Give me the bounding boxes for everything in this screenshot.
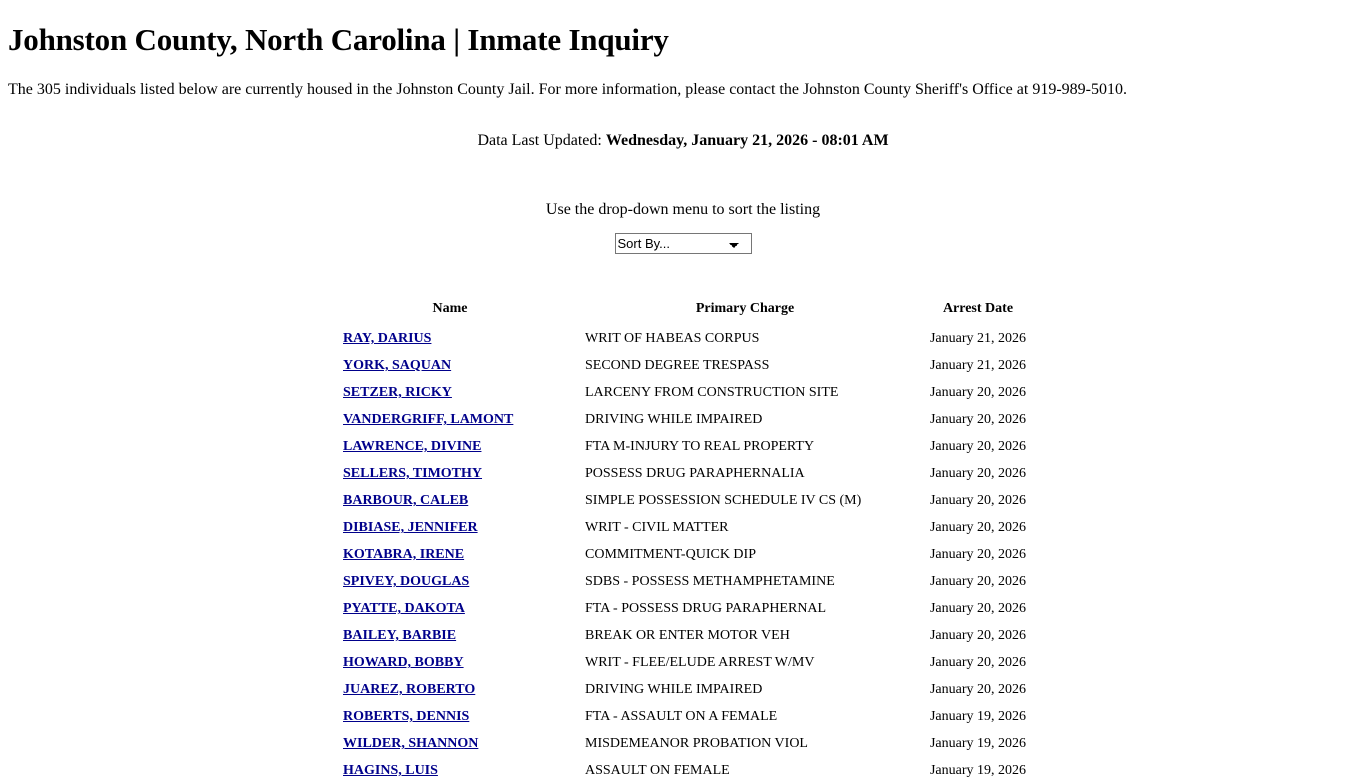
cell-arrest-date: January 21, 2026	[929, 331, 1027, 346]
inmate-name-link[interactable]: LAWRENCE, DIVINE	[343, 439, 482, 454]
inmate-name-link[interactable]: DIBIASE, JENNIFER	[343, 520, 478, 535]
cell-primary-charge: POSSESS DRUG PARAPHERNALIA	[585, 466, 805, 481]
data-last-updated	[0, 131, 1366, 150]
inmate-name-link[interactable]: HAGINS, LUIS	[343, 763, 438, 778]
inmate-name-link[interactable]: WILDER, SHANNON	[343, 736, 479, 751]
column-header-arrest-date: Arrest Date	[942, 301, 1014, 316]
cell-arrest-date: January 20, 2026	[929, 628, 1027, 643]
cell-inmate-name	[330, 622, 570, 649]
cell-primary-charge: COMMITMENT-QUICK DIP	[585, 547, 756, 562]
intro-paragraph: The 305 individuals listed below are currently housed in the Johnston County Jail. For more information, please contact the Johnston County Sheriff's Office at 919-989-5010.	[8, 81, 1127, 98]
cell-arrest-date: January 20, 2026	[929, 439, 1027, 454]
inmate-name-link[interactable]: RAY, DARIUS	[343, 331, 432, 346]
cell-arrest-date: January 21, 2026	[929, 358, 1027, 373]
table-row	[330, 325, 1036, 352]
cell-arrest-date: January 20, 2026	[929, 547, 1027, 562]
sort-instruction: Use the drop-down menu to sort the listing	[545, 201, 821, 218]
table-row	[330, 595, 1036, 622]
table-row	[330, 406, 1036, 433]
cell-inmate-name	[330, 541, 570, 568]
cell-arrest-date: January 19, 2026	[929, 709, 1027, 724]
cell-inmate-name	[330, 676, 570, 703]
cell-arrest-date: January 19, 2026	[929, 763, 1027, 778]
table-row	[330, 568, 1036, 595]
inmate-name-link[interactable]: VANDERGRIFF, LAMONT	[343, 412, 514, 427]
table-row	[330, 649, 1036, 676]
table-row	[330, 352, 1036, 379]
inmate-name-link[interactable]: PYATTE, DAKOTA	[343, 601, 465, 616]
inmate-name-link[interactable]: YORK, SAQUAN	[343, 358, 452, 373]
cell-primary-charge: FTA - ASSAULT ON A FEMALE	[585, 709, 778, 724]
inmate-name-link[interactable]: BAILEY, BARBIE	[343, 628, 457, 643]
cell-arrest-date: January 20, 2026	[929, 574, 1027, 589]
cell-inmate-name	[330, 433, 570, 460]
inmate-table-body	[330, 325, 1036, 784]
cell-primary-charge: WRIT - CIVIL MATTER	[585, 520, 729, 535]
table-row	[330, 379, 1036, 406]
inmate-name-link[interactable]: BARBOUR, CALEB	[343, 493, 469, 508]
inmate-name-link[interactable]: ROBERTS, DENNIS	[343, 709, 470, 724]
cell-primary-charge: MISDEMEANOR PROBATION VIOL	[585, 736, 808, 751]
table-row	[330, 487, 1036, 514]
table-row	[330, 757, 1036, 784]
inmate-name-link[interactable]: JUAREZ, ROBERTO	[343, 682, 476, 697]
cell-primary-charge: WRIT - FLEE/ELUDE ARREST W/MV	[585, 655, 815, 670]
cell-primary-charge: WRIT OF HABEAS CORPUS	[585, 331, 760, 346]
column-header-name: Name	[432, 301, 468, 316]
cell-arrest-date: January 20, 2026	[929, 601, 1027, 616]
cell-arrest-date: January 20, 2026	[929, 385, 1027, 400]
inmate-name-link[interactable]: SELLERS, TIMOTHY	[343, 466, 483, 481]
cell-arrest-date: January 20, 2026	[929, 655, 1027, 670]
cell-primary-charge: SDBS - POSSESS METHAMPHETAMINE	[585, 574, 835, 589]
cell-primary-charge: FTA M-INJURY TO REAL PROPERTY	[585, 439, 815, 454]
cell-primary-charge: BREAK OR ENTER MOTOR VEH	[585, 628, 790, 643]
inmate-name-link[interactable]: HOWARD, BOBBY	[343, 655, 464, 670]
cell-inmate-name	[330, 487, 570, 514]
inmate-name-link[interactable]: KOTABRA, IRENE	[343, 547, 465, 562]
cell-primary-charge: ASSAULT ON FEMALE	[585, 763, 730, 778]
inmate-name-link[interactable]: SETZER, RICKY	[343, 385, 452, 400]
cell-inmate-name	[330, 730, 570, 757]
data-last-updated-value: Wednesday, January 21, 2026 - 08:01 AM	[605, 132, 889, 149]
table-row	[330, 676, 1036, 703]
cell-arrest-date: January 20, 2026	[929, 682, 1027, 697]
table-row	[330, 433, 1036, 460]
table-row	[330, 460, 1036, 487]
cell-inmate-name	[330, 460, 570, 487]
table-row	[330, 730, 1036, 757]
cell-arrest-date: January 20, 2026	[929, 466, 1027, 481]
table-header-row	[330, 300, 1036, 325]
cell-inmate-name	[330, 703, 570, 730]
cell-primary-charge: SIMPLE POSSESSION SCHEDULE IV CS (M)	[585, 493, 862, 508]
cell-arrest-date: January 19, 2026	[929, 736, 1027, 751]
sort-by-select[interactable]	[615, 233, 752, 254]
cell-inmate-name	[330, 568, 570, 595]
cell-arrest-date: January 20, 2026	[929, 493, 1027, 508]
cell-inmate-name	[330, 325, 570, 352]
sort-select-container	[0, 233, 1366, 254]
cell-inmate-name	[330, 757, 570, 784]
inmate-name-link[interactable]: SPIVEY, DOUGLAS	[343, 574, 470, 589]
page-title: Johnston County, North Carolina | Inmate Inquiry	[8, 22, 669, 57]
column-header-primary-charge: Primary Charge	[695, 301, 795, 316]
inmate-table	[330, 300, 1036, 784]
cell-arrest-date: January 20, 2026	[929, 412, 1027, 427]
cell-primary-charge: FTA - POSSESS DRUG PARAPHERNAL	[585, 601, 827, 616]
table-row	[330, 514, 1036, 541]
table-row	[330, 541, 1036, 568]
cell-primary-charge: DRIVING WHILE IMPAIRED	[585, 682, 763, 697]
cell-inmate-name	[330, 352, 570, 379]
cell-arrest-date: January 20, 2026	[929, 520, 1027, 535]
cell-inmate-name	[330, 406, 570, 433]
table-row	[330, 703, 1036, 730]
cell-inmate-name	[330, 649, 570, 676]
cell-primary-charge: SECOND DEGREE TRESPASS	[585, 358, 770, 373]
cell-inmate-name	[330, 379, 570, 406]
cell-primary-charge: DRIVING WHILE IMPAIRED	[585, 412, 763, 427]
table-row	[330, 622, 1036, 649]
data-last-updated-label: Data Last Updated:	[477, 132, 606, 149]
cell-primary-charge: LARCENY FROM CONSTRUCTION SITE	[585, 385, 839, 400]
cell-inmate-name	[330, 595, 570, 622]
cell-inmate-name	[330, 514, 570, 541]
